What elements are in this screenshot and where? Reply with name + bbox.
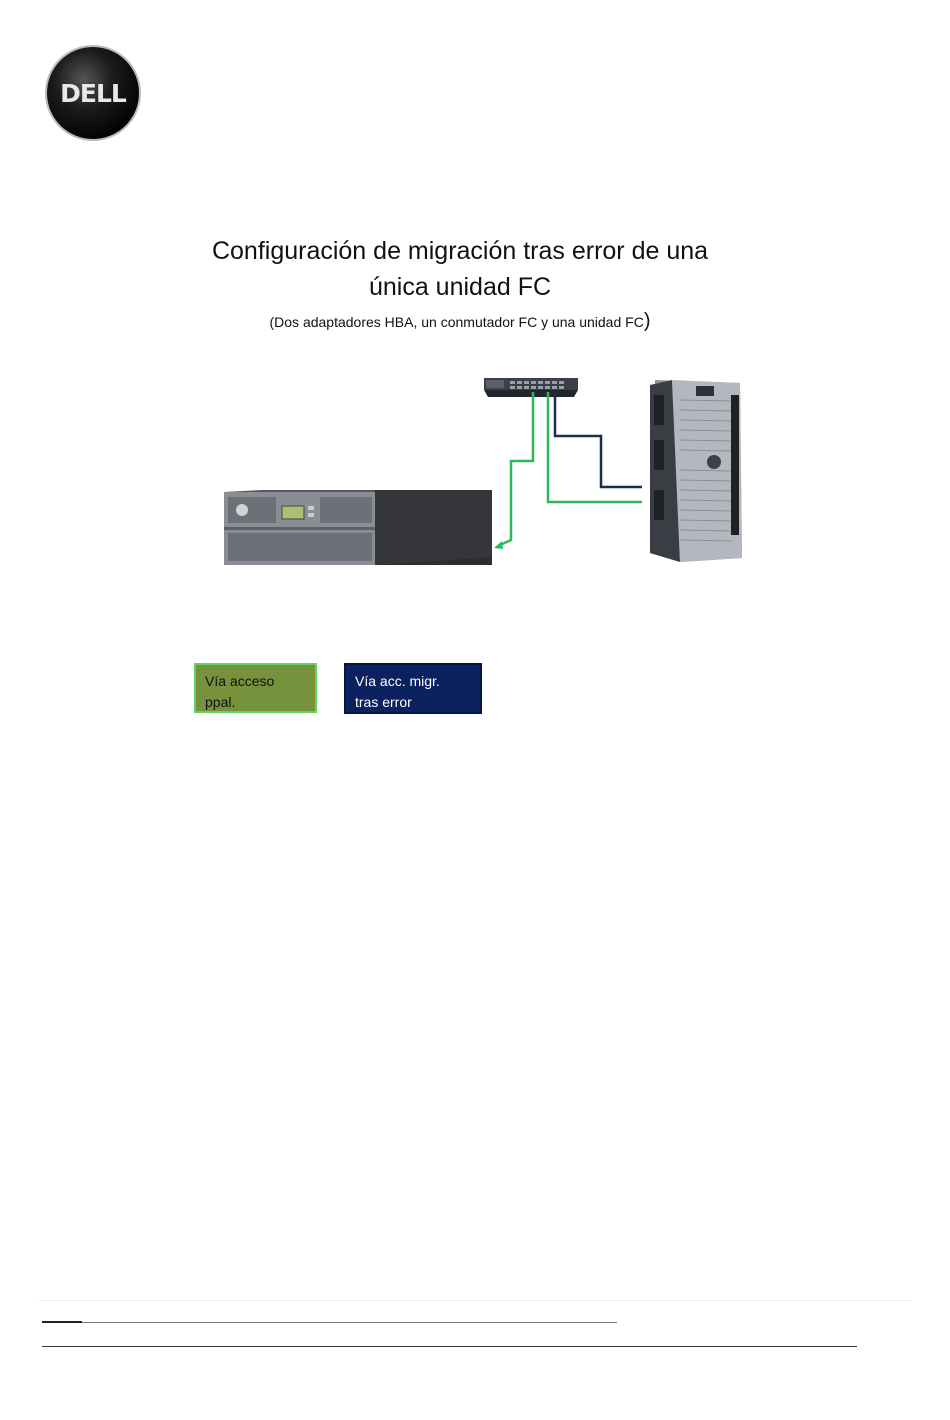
footer-separator <box>38 1300 910 1301</box>
diagram-title-line1: Configuración de migración tras error de una <box>211 237 709 265</box>
footer-rule-short <box>42 1322 617 1323</box>
tape-library <box>224 490 492 565</box>
tower-server <box>650 380 742 562</box>
network-diagram <box>0 0 950 620</box>
primary-path-cable-server <box>548 392 642 502</box>
primary-path-cable-library <box>498 392 533 546</box>
diagram-title-line2: única unidad FC <box>368 273 552 301</box>
diagram-subtitle: (Dos adaptadores HBA, un conmutador FC y una unidad FC) <box>269 310 651 332</box>
fc-switch <box>484 378 578 397</box>
legend-failover-path: Vía acc. migr. tras error <box>344 663 482 714</box>
footer-rule-accent <box>42 1321 82 1323</box>
failover-path-cable-server <box>555 392 642 487</box>
footer-rule-long <box>42 1346 857 1347</box>
svg-text:DELL: DELL <box>60 79 126 108</box>
legend-primary-path: Vía acceso ppal. <box>194 663 317 713</box>
